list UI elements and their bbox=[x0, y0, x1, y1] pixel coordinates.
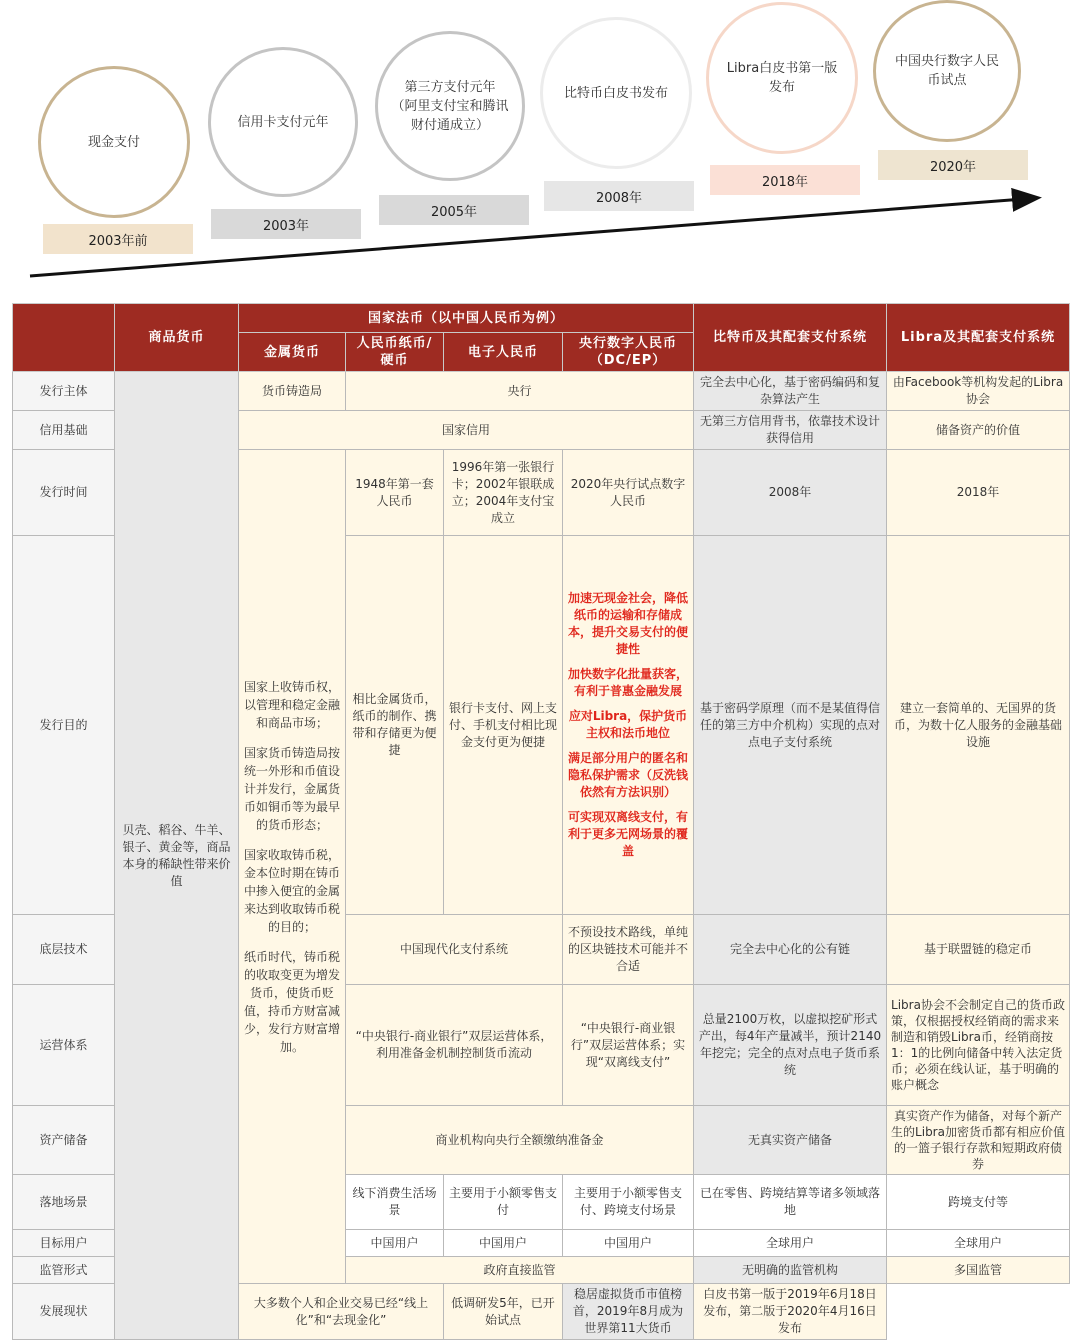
scene-libra: 跨境支付等 bbox=[887, 1175, 1070, 1230]
header-commodity: 商品货币 bbox=[115, 304, 239, 372]
time-dcep: 2020年央行试点数字人民币 bbox=[563, 450, 694, 536]
row-label-credit: 信用基础 bbox=[13, 411, 115, 450]
ops-dcep: “中央银行-商业银行”双层运营体系；实现“双离线支付” bbox=[563, 985, 694, 1106]
reserve-libra: 真实资产作为储备，对每个新产生的Libra加密货币都有相应价值的一篮子银行存款和短期政府债券 bbox=[887, 1106, 1070, 1175]
commodity-desc: 贝壳、稻谷、牛羊、银子、黄金等，商品本身的稀缺性带来价值 bbox=[115, 372, 239, 1340]
timeline-year-2008: 2008年 bbox=[544, 181, 694, 211]
timeline-circle-credit-card: 信用卡支付元年 bbox=[208, 47, 358, 197]
users-dcep: 中国用户 bbox=[563, 1230, 694, 1257]
regulation-bitcoin: 无明确的监管机构 bbox=[694, 1257, 887, 1284]
row-label-status: 发展现状 bbox=[13, 1284, 115, 1340]
row-label-users: 目标用户 bbox=[13, 1230, 115, 1257]
time-paper: 1948年第一套人民币 bbox=[346, 450, 444, 536]
metal-purpose: 国家上收铸币权，以管理和稳定金融和商品市场； 国家货币铸造局按统一外形和币值设计并发行，金属货币如铜币等为最早的货币形态； 国家收取铸币税，金本位时期在铸币中掺入便宜的金属来达到收取铸币税的目的； 纸币时代，铸币税的收取变更为增发货币，使货币贬值，持币方财富减少，发行方财富增加。 bbox=[239, 450, 346, 1284]
timeline-circle-dcep: 中国央行数字人民 币试点 bbox=[873, 0, 1021, 142]
timeline-year-2018: 2018年 bbox=[710, 165, 860, 195]
header-national: 国家法币（以中国人民币为例） bbox=[239, 304, 694, 333]
reserve-national: 商业机构向央行全额缴纳准备金 bbox=[346, 1106, 694, 1175]
regulation-national: 政府直接监管 bbox=[346, 1257, 694, 1284]
row-label-issuer: 发行主体 bbox=[13, 372, 115, 411]
scene-bitcoin: 已在零售、跨境结算等诸多领域落地 bbox=[694, 1175, 887, 1230]
purpose-paper: 相比金属货币，纸币的制作、携带和存储更为便捷 bbox=[346, 536, 444, 915]
scene-paper: 线下消费生活场景 bbox=[346, 1175, 444, 1230]
tech-bitcoin: 完全去中心化的公有链 bbox=[694, 915, 887, 985]
regulation-libra: 多国监管 bbox=[887, 1257, 1070, 1284]
purpose-dcep: 加速无现金社会，降低纸币的运输和存储成本，提升交易支付的便捷性 加快数字化批量获客，有利于普惠金融发展 应对Libra，保护货币主权和法币地位 满足部分用户的匿名和隐私保护需求（反洗钱依然有方法识别） 可实现双离线支付，有利于更多无网场景的覆盖 bbox=[563, 536, 694, 915]
tech-libra: 基于联盟链的稳定币 bbox=[887, 915, 1070, 985]
timeline-year-2020: 2020年 bbox=[878, 150, 1028, 180]
issuer-libra: 由Facebook等机构发起的Libra协会 bbox=[887, 372, 1070, 411]
ops-libra: Libra协会不会制定自己的货币政策，仅根据授权经销商的需求来制造和销毁Libra币，经销商按1：1的比例向储备中转入法定货币；必须在线认证，基于明确的账户概念 bbox=[887, 985, 1070, 1106]
header-bitcoin: 比特币及其配套支付系统 bbox=[694, 304, 887, 372]
header-electronic: 电子人民币 bbox=[444, 333, 563, 372]
header-metal: 金属货币 bbox=[239, 333, 346, 372]
purpose-electronic: 银行卡支付、网上支付、手机支付相比现金支付更为便捷 bbox=[444, 536, 563, 915]
scene-electronic: 主要用于小额零售支付 bbox=[444, 1175, 563, 1230]
timeline-circle-bitcoin: 比特币白皮书发布 bbox=[540, 17, 692, 169]
credit-national: 国家信用 bbox=[239, 411, 694, 450]
users-bitcoin: 全球用户 bbox=[694, 1230, 887, 1257]
timeline-circle-cash: 现金支付 bbox=[38, 66, 190, 218]
tech-modern: 中国现代化支付系统 bbox=[346, 915, 563, 985]
row-label-scene: 落地场景 bbox=[13, 1175, 115, 1230]
timeline-circle-third-party: 第三方支付元年 （阿里支付宝和腾讯 财付通成立） bbox=[375, 31, 525, 181]
time-bitcoin: 2008年 bbox=[694, 450, 887, 536]
row-label-reserve: 资产储备 bbox=[13, 1106, 115, 1175]
timeline-year-2003: 2003年 bbox=[211, 209, 361, 239]
header-libra: Libra及其配套支付系统 bbox=[887, 304, 1070, 372]
status-paper-elec: 大多数个人和企业交易已经“线上化”和“去现金化” bbox=[239, 1284, 444, 1340]
purpose-bitcoin: 基于密码学原理（而不是某值得信任的第三方中介机构）实现的点对点电子支付系统 bbox=[694, 536, 887, 915]
comparison-table bbox=[12, 303, 1070, 1340]
tech-dcep: 不预设技术路线，单纯的区块链技术可能并不合适 bbox=[563, 915, 694, 985]
ops-bitcoin: 总量2100万枚，以虚拟挖矿形式产出，每4年产量减半，预计2140年挖完；完全的点对点电子货币系统 bbox=[694, 985, 887, 1106]
status-dcep: 低调研发5年，已开始试点 bbox=[444, 1284, 563, 1340]
timeline bbox=[0, 0, 1080, 290]
timeline-circle-libra: Libra白皮书第一版 发布 bbox=[706, 2, 858, 154]
time-electronic: 1996年第一张银行卡；2002年银联成立；2004年支付宝成立 bbox=[444, 450, 563, 536]
issuer-metal: 货币铸造局 bbox=[239, 372, 346, 411]
row-label-tech: 底层技术 bbox=[13, 915, 115, 985]
issuer-bitcoin: 完全去中心化，基于密码编码和复杂算法产生 bbox=[694, 372, 887, 411]
users-libra: 全球用户 bbox=[887, 1230, 1070, 1257]
issuer-national: 央行 bbox=[346, 372, 694, 411]
users-paper: 中国用户 bbox=[346, 1230, 444, 1257]
status-libra: 白皮书第一版于2019年6月18日发布，第二版于2020年4月16日发布 bbox=[694, 1284, 887, 1340]
purpose-libra: 建立一套简单的、无国界的货币，为数十亿人服务的金融基础设施 bbox=[887, 536, 1070, 915]
header-blank bbox=[13, 304, 115, 372]
timeline-year-before-2003: 2003年前 bbox=[43, 224, 193, 254]
header-dcep: 央行数字人民币 （DC/EP） bbox=[563, 333, 694, 372]
row-label-purpose: 发行目的 bbox=[13, 536, 115, 915]
time-libra: 2018年 bbox=[887, 450, 1070, 536]
scene-dcep: 主要用于小额零售支付、跨境支付场景 bbox=[563, 1175, 694, 1230]
reserve-bitcoin: 无真实资产储备 bbox=[694, 1106, 887, 1175]
row-label-time: 发行时间 bbox=[13, 450, 115, 536]
row-label-regulation: 监管形式 bbox=[13, 1257, 115, 1284]
status-bitcoin: 稳居虚拟货币市值榜首，2019年8月成为世界第11大货币 bbox=[563, 1284, 694, 1340]
ops-paper-elec: “中央银行-商业银行”双层运营体系，利用准备金机制控制货币流动 bbox=[346, 985, 563, 1106]
header-paper: 人民币纸币/ 硬币 bbox=[346, 333, 444, 372]
users-electronic: 中国用户 bbox=[444, 1230, 563, 1257]
timeline-year-2005: 2005年 bbox=[379, 195, 529, 225]
row-label-ops: 运营体系 bbox=[13, 985, 115, 1106]
credit-bitcoin: 无第三方信用背书，依靠技术设计获得信用 bbox=[694, 411, 887, 450]
credit-libra: 储备资产的价值 bbox=[887, 411, 1070, 450]
